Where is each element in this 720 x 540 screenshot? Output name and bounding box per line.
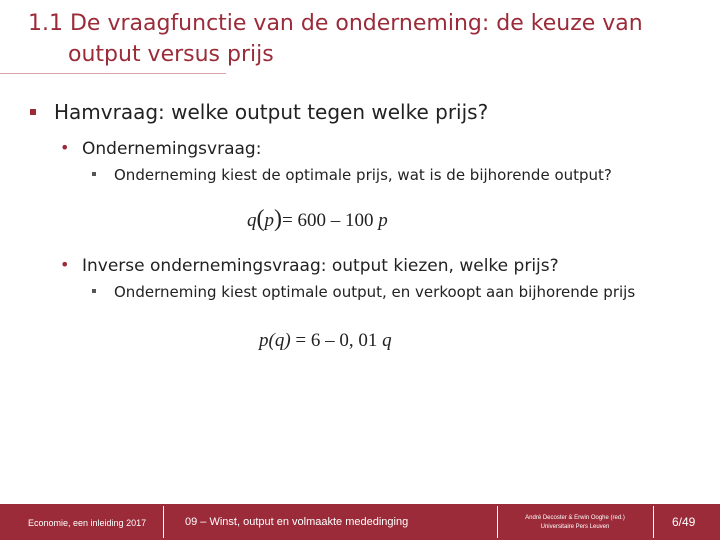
- sub-bullet-label: Ondernemingsvraag:: [82, 139, 262, 159]
- dot-bullet-icon: •: [60, 255, 70, 274]
- small-square-bullet-icon: [92, 172, 96, 176]
- footer-divider: [163, 506, 164, 538]
- formula-lhs-arg: p: [264, 210, 274, 231]
- dot-bullet-icon: •: [60, 138, 70, 157]
- footer-book-title: Economie, een inleiding 2017: [28, 518, 147, 528]
- slide-title-line1: 1.1 De vraagfunctie van de onderneming: de keuze van: [28, 11, 643, 36]
- formula-demand: q(p)= 600 – 100 p: [247, 206, 388, 232]
- formula-rhs-var: p: [378, 210, 388, 231]
- square-bullet-icon: [30, 109, 36, 115]
- slide-title-line2: output versus prijs: [68, 42, 274, 67]
- detail-bullet-text: Onderneming kiest optimale output, en verkoopt aan bijhorende prijs: [114, 283, 636, 301]
- formula-lhs: p(q): [259, 330, 291, 351]
- small-square-bullet-icon: [92, 289, 96, 293]
- formula-rhs-var: q: [382, 330, 392, 351]
- formula-rhs: = 600 – 100: [282, 210, 379, 231]
- sub-bullet-label: Inverse ondernemingsvraag: output kiezen, welke prijs?: [82, 256, 559, 276]
- title-underline: [0, 73, 226, 74]
- slide-title: [28, 8, 688, 70]
- formula-inverse-demand: [259, 330, 392, 352]
- formula-lhs-fn: q: [247, 210, 257, 231]
- footer-authors-line2: Universitaire Pers Leuven: [540, 524, 610, 530]
- page-number: 6/49: [672, 515, 696, 529]
- formula-rhs: = 6 – 0, 01: [290, 330, 383, 351]
- footer-chapter: 09 – Winst, output en volmaakte mededinging: [185, 516, 409, 528]
- footer-divider: [497, 506, 498, 538]
- footer-authors: [500, 514, 650, 532]
- footer-authors-line1: André Decoster & Erwin Ooghe (red.): [525, 515, 625, 521]
- detail-bullet-text: Onderneming kiest de optimale prijs, wat is de bijhorende output?: [114, 166, 612, 184]
- footer-divider: [653, 506, 654, 538]
- main-bullet-text: Hamvraag: welke output tegen welke prijs?: [54, 100, 489, 124]
- slide-footer: [0, 504, 720, 540]
